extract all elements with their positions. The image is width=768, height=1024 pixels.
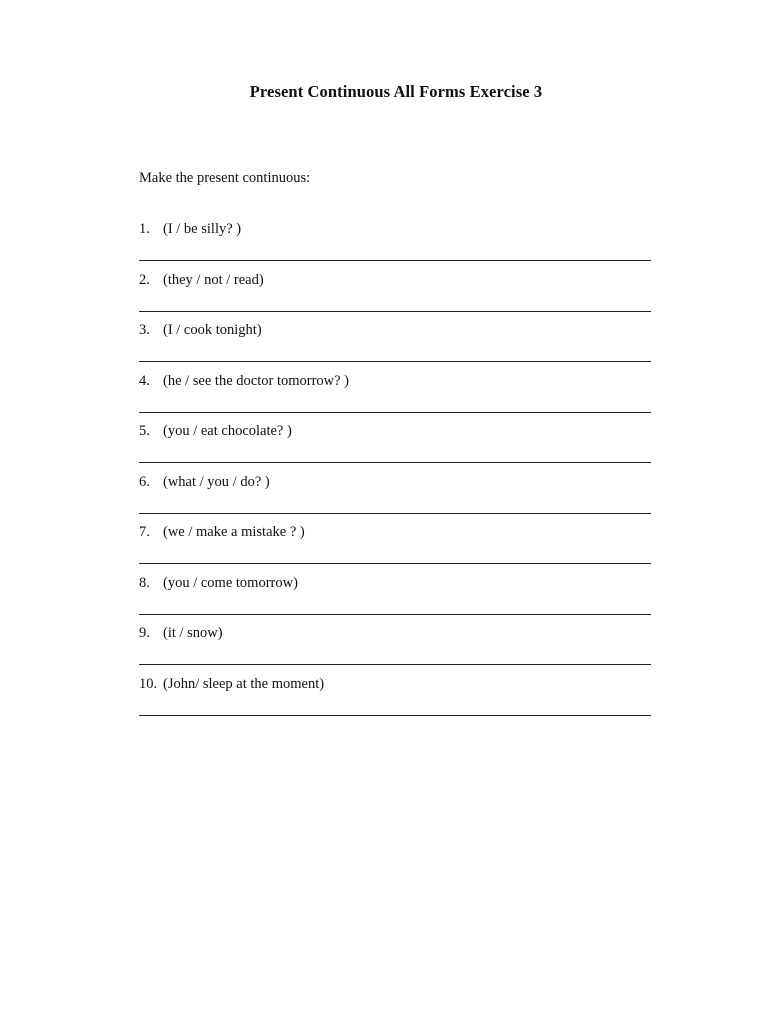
- item-prompt: (we / make a mistake ? ): [163, 524, 305, 540]
- exercise-item: [139, 321, 651, 372]
- item-number: 2.: [139, 271, 150, 288]
- answer-line: [139, 715, 651, 716]
- exercise-item: [139, 422, 651, 473]
- item-number: 9.: [139, 625, 150, 641]
- answer-line: [139, 311, 651, 312]
- answer-line: [139, 462, 651, 463]
- answer-line: [139, 513, 651, 514]
- item-prompt: (you / eat chocolate? ): [163, 423, 292, 439]
- answer-line: [139, 260, 651, 261]
- exercise-item: [139, 624, 651, 675]
- exercise-list: [139, 220, 651, 725]
- item-prompt: (what / you / do? ): [163, 473, 270, 490]
- item-prompt: (he / see the doctor tomorrow? ): [163, 372, 350, 389]
- instruction-text: Make the present continuous:: [139, 170, 311, 186]
- exercise-item: [139, 675, 651, 726]
- exercise-item: [139, 271, 651, 322]
- item-number: 5.: [139, 423, 150, 439]
- exercise-item: [139, 372, 651, 423]
- exercise-item: [139, 574, 651, 625]
- item-number: 3.: [139, 322, 150, 338]
- answer-line: [139, 614, 651, 615]
- answer-line: [139, 412, 651, 413]
- item-prompt: (they / not / read): [163, 271, 264, 288]
- item-number: 7.: [139, 524, 150, 540]
- item-prompt: (you / come tomorrow): [163, 574, 298, 591]
- exercise-item: [139, 523, 651, 574]
- item-prompt: (it / snow): [163, 625, 223, 641]
- item-prompt: (I / cook tonight): [163, 322, 262, 338]
- exercise-item: [139, 220, 651, 271]
- item-prompt: (John/ sleep at the moment): [163, 675, 325, 692]
- item-number: 4.: [139, 372, 150, 389]
- answer-line: [139, 664, 651, 665]
- item-number: 8.: [139, 574, 150, 591]
- exercise-item: [139, 473, 651, 524]
- item-prompt: (I / be silly? ): [163, 221, 242, 237]
- page-title: Present Continuous All Forms Exercise 3: [249, 82, 543, 101]
- item-number: 1.: [139, 221, 150, 237]
- answer-line: [139, 361, 651, 362]
- item-number: 10.: [139, 675, 158, 692]
- answer-line: [139, 563, 651, 564]
- item-number: 6.: [139, 473, 150, 490]
